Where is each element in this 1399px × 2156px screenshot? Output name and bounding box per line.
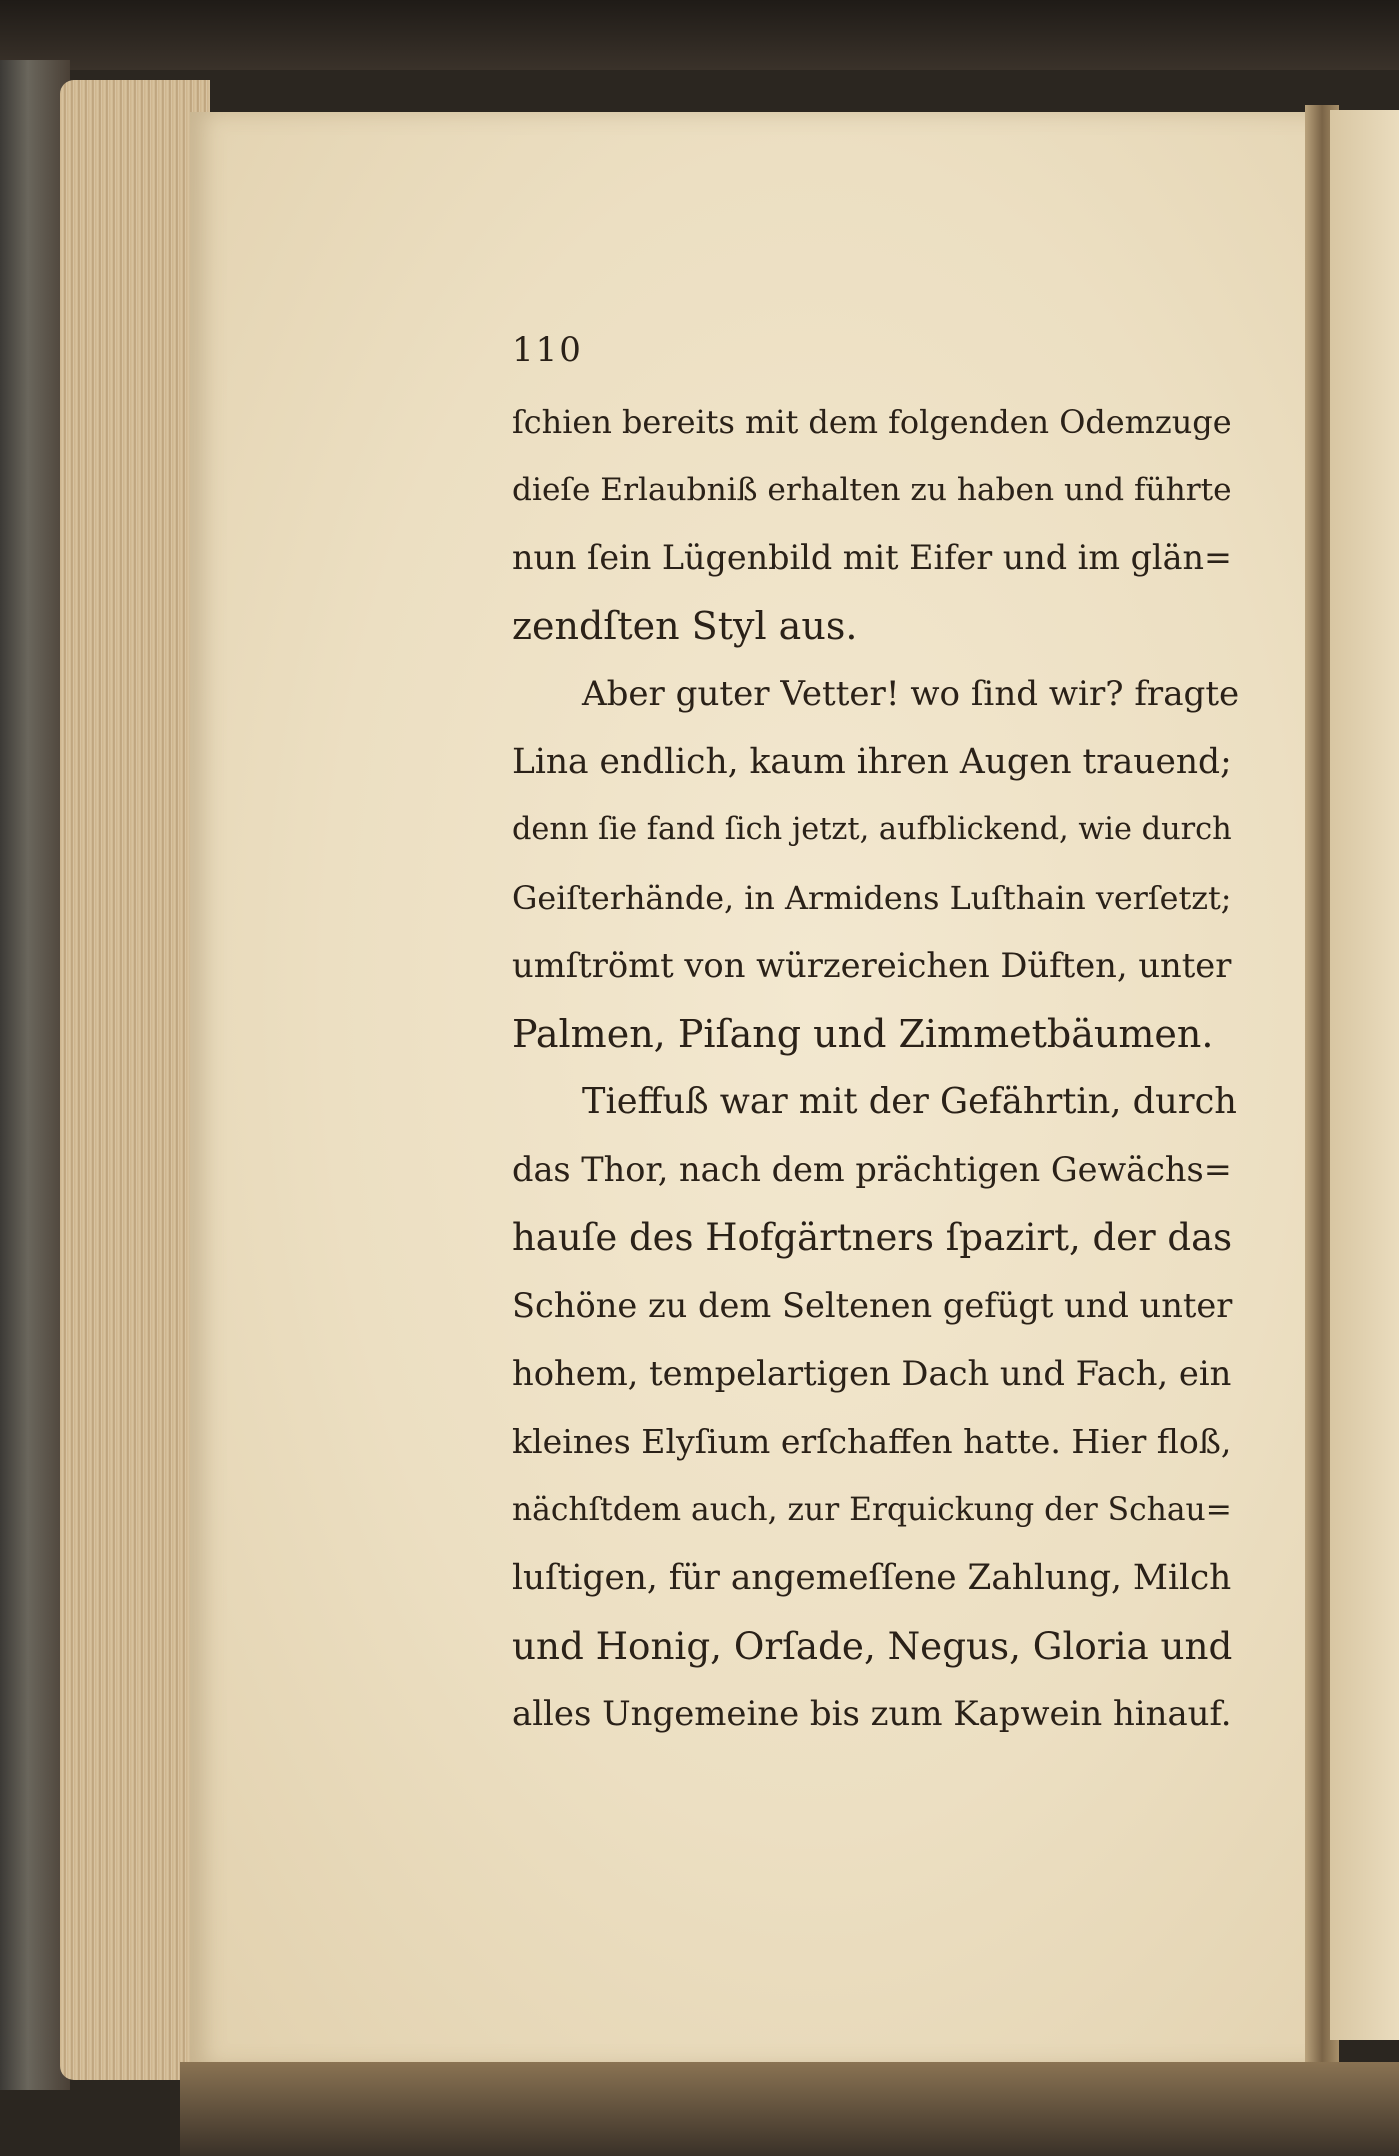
text-line: nun ſein Lügenbild mit Eifer und im glän= <box>512 538 1232 577</box>
text-line: das Thor, nach dem prächtigen Gewächs= <box>512 1150 1232 1189</box>
text-line: und Honig, Orſade, Negus, Gloria und <box>512 1624 1233 1668</box>
text-line: umſtrömt von würzereichen Düften, unter <box>512 946 1232 985</box>
text-line: Aber guter Vetter! wo ſind wir? fragte <box>582 674 1240 714</box>
text-line: Tieffuß war mit der Gefährtin, durch <box>582 1081 1237 1122</box>
text-line: denn ſie fand ſich jetzt, aufblickend, wie durch <box>512 812 1232 847</box>
text-line: Schöne zu dem Seltenen gefügt und unter <box>512 1286 1233 1325</box>
text-line: dieſe Erlaubniß erhalten zu haben und führte <box>512 472 1232 508</box>
text-line: hauſe des Hofgärtners ſpazirt, der das <box>512 1216 1233 1259</box>
facing-page-edge <box>1330 110 1399 2040</box>
text-line: zendſten Styl aus. <box>512 604 858 648</box>
text-line: hohem, tempelartigen Dach und Fach, ein <box>512 1354 1232 1393</box>
text-line: Geiſterhände, in Armidens Luſthain verſetzt; <box>512 879 1232 917</box>
text-line: ſchien bereits mit dem folgenden Odemzuge <box>512 403 1232 441</box>
page-number: 110 <box>512 330 583 370</box>
text-line: alles Ungemeine bis zum Kapwein hinauf. <box>512 1694 1232 1733</box>
text-line: kleines Elyſium erſchaffen hatte. Hier floß, <box>512 1422 1232 1461</box>
text-line: nächſtdem auch, zur Erquickung der Schau= <box>512 1492 1232 1528</box>
book-binding-top <box>0 0 1399 70</box>
text-line: Lina endlich, kaum ihren Augen trauend; <box>512 742 1232 782</box>
text-line: luſtigen, für angemeſſene Zahlung, Milch <box>512 1558 1232 1598</box>
book-bottom-edge <box>180 2062 1399 2156</box>
text-line: Palmen, Piſang und Zimmetbäumen. <box>512 1012 1214 1056</box>
page-stack-edges <box>60 80 210 2080</box>
